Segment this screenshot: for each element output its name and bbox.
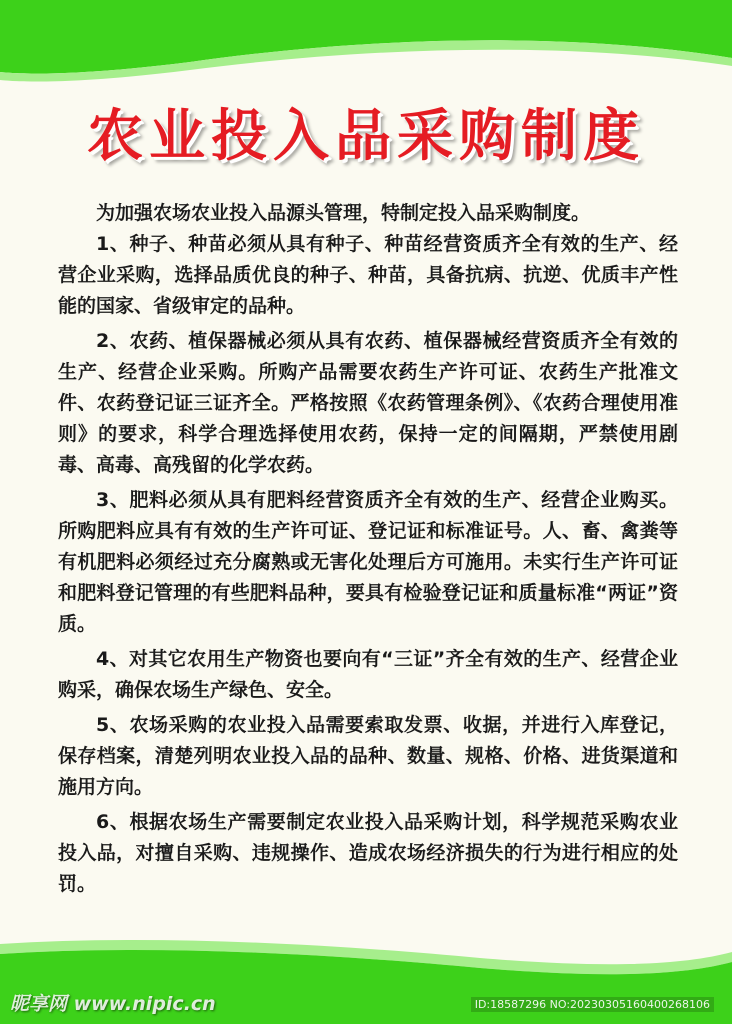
- regulation-item-2: 2、农药、植保器械必须从具有农药、植保器械经营资质齐全有效的生产、经营企业采购。所购产品需要农药生产许可证、农药生产批准文件、农药登记证三证齐全。严格按照《农药管理条例》、《农药合理使用准则》的要求，科学合理选择使用农药，保持一定的间隔期，严禁使用剧毒、高毒、高残留的化学农药。: [58, 330, 678, 476]
- page-title: 农业投入品采购制度: [87, 104, 645, 169]
- regulation-item-3: 3、肥料必须从具有肥料经营资质齐全有效的生产、经营企业购买。所购肥料应具有有效的生产许可证、登记证和标准证号。人、畜、禽粪等有机肥料必须经过充分腐熟或无害化处理后方可施用。未实行生产许可证和肥料登记管理的有些肥料品种，要具有检验登记证和质量标准“两证”资质。: [58, 489, 678, 635]
- regulation-item-5: 5、农场采购的农业投入品需要索取发票、收据，并进行入库登记，保存档案，清楚列明农业投入品的品种、数量、规格、价格、进货渠道和施用方向。: [58, 714, 678, 798]
- intro-paragraph: 为加强农场农业投入品源头管理，特制定投入品采购制度。: [96, 202, 591, 224]
- top-green-wave-border: [0, 0, 732, 90]
- regulation-item-6: 6、根据农场生产需要制定农业投入品采购计划，科学规范采购农业投入品，对擅自采购、违规操作、造成农场经济损失的行为进行相应的处罚。: [58, 811, 678, 895]
- image-id-label: ID:18587296 NO:20230305160400268106: [471, 997, 714, 1012]
- regulation-item-1: 1、种子、种苗必须从具有种子、种苗经营资质齐全有效的生产、经营企业采购，选择品质优良的种子、种苗，具备抗病、抗逆、优质丰产性能的国家、省级审定的品种。: [58, 233, 678, 317]
- site-watermark: 昵享网 www.nipic.cn: [10, 993, 216, 1015]
- regulation-item-4: 4、对其它农用生产物资也要向有“三证”齐全有效的生产、经营企业购采，确保农场生产绿色、安全。: [58, 648, 678, 701]
- regulation-body: [58, 198, 678, 900]
